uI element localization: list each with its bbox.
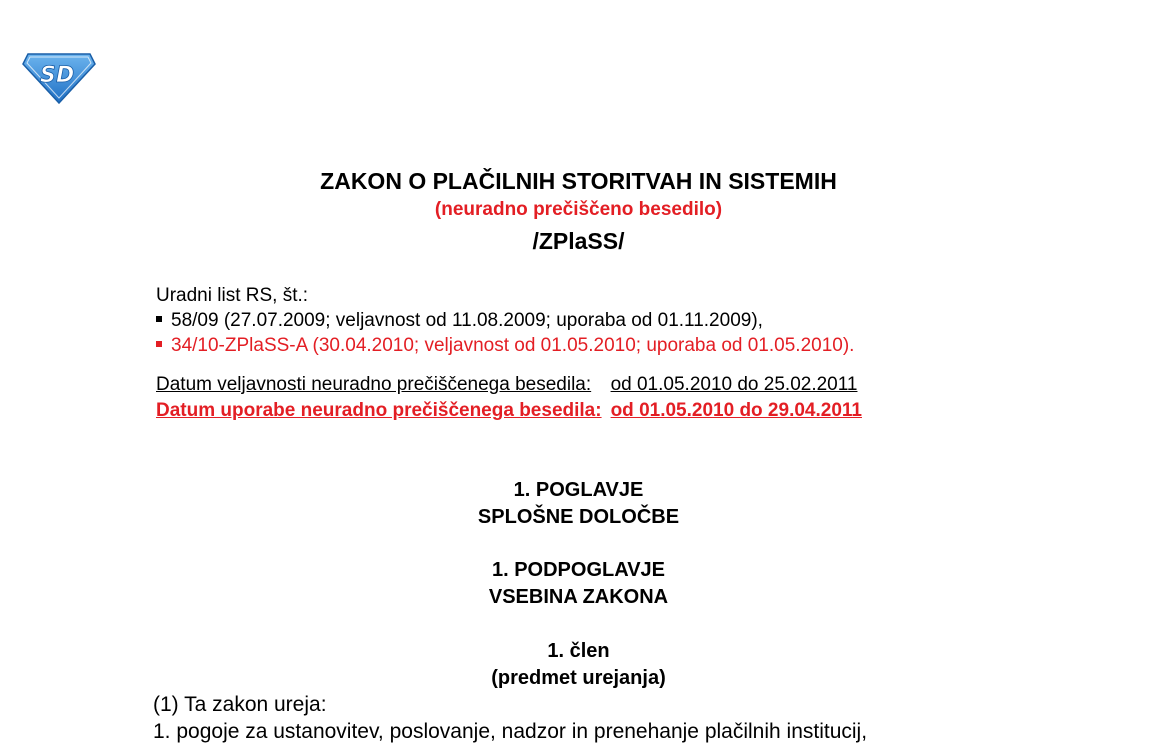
validity-row bbox=[156, 372, 862, 398]
gazette-entry bbox=[156, 333, 854, 358]
chapter-title: SPLOŠNE DOLOČBE bbox=[477, 506, 680, 528]
validity-dates bbox=[156, 372, 862, 424]
document-abbreviation: /ZPlaSS/ bbox=[532, 228, 625, 254]
validity-label: Datum veljavnosti neuradno prečiščenega besedila: bbox=[156, 374, 592, 395]
bullet-icon bbox=[156, 316, 162, 322]
usage-value: od 01.05.2010 do 29.04.2011 bbox=[610, 400, 862, 421]
gazette-entry-text: 58/09 (27.07.2009; veljavnost od 11.08.2009; uporaba od 01.11.2009), bbox=[171, 310, 763, 331]
document-subtitle: (neuradno prečiščeno besedilo) bbox=[434, 199, 723, 220]
article-number: 1. člen bbox=[547, 640, 610, 662]
svg-text:D: D bbox=[56, 63, 75, 88]
document-header bbox=[0, 166, 1157, 258]
article-heading bbox=[0, 638, 1157, 692]
gazette-entry bbox=[156, 308, 854, 333]
sd-logo bbox=[22, 48, 96, 104]
validity-value: od 01.05.2010 do 25.02.2011 bbox=[610, 374, 858, 395]
chapter-heading bbox=[0, 477, 1157, 531]
gazette-entry-text: 34/10-ZPlaSS-A (30.04.2010; veljavnost od 01.05.2010; uporaba od 01.05.2010). bbox=[171, 335, 855, 356]
chapter-number: 1. POGLAVJE bbox=[513, 479, 644, 501]
document-title: ZAKON O PLAČILNIH STORITVAH IN SISTEMIH bbox=[320, 168, 837, 194]
subchapter-title: VSEBINA ZAKONA bbox=[488, 586, 669, 608]
subchapter-heading bbox=[0, 557, 1157, 611]
bullet-icon bbox=[156, 341, 162, 347]
article-paragraph: (1) Ta zakon ureja: bbox=[153, 693, 327, 716]
svg-text:S: S bbox=[40, 63, 56, 88]
gazette-label: Uradni list RS, št.: bbox=[156, 285, 309, 306]
usage-label: Datum uporabe neuradno prečiščenega besedila: bbox=[156, 400, 602, 421]
article-body bbox=[153, 691, 867, 745]
article-paragraph: 1. pogoje za ustanovitev, poslovanje, nadzor in prenehanje plačilnih institucij, bbox=[153, 720, 868, 743]
gazette-references bbox=[156, 283, 854, 358]
validity-table bbox=[156, 372, 862, 424]
usage-row bbox=[156, 398, 862, 424]
subchapter-number: 1. PODPOGLAVJE bbox=[491, 559, 665, 581]
article-title: (predmet urejanja) bbox=[491, 667, 666, 689]
sd-shield-logo-icon bbox=[22, 48, 96, 104]
